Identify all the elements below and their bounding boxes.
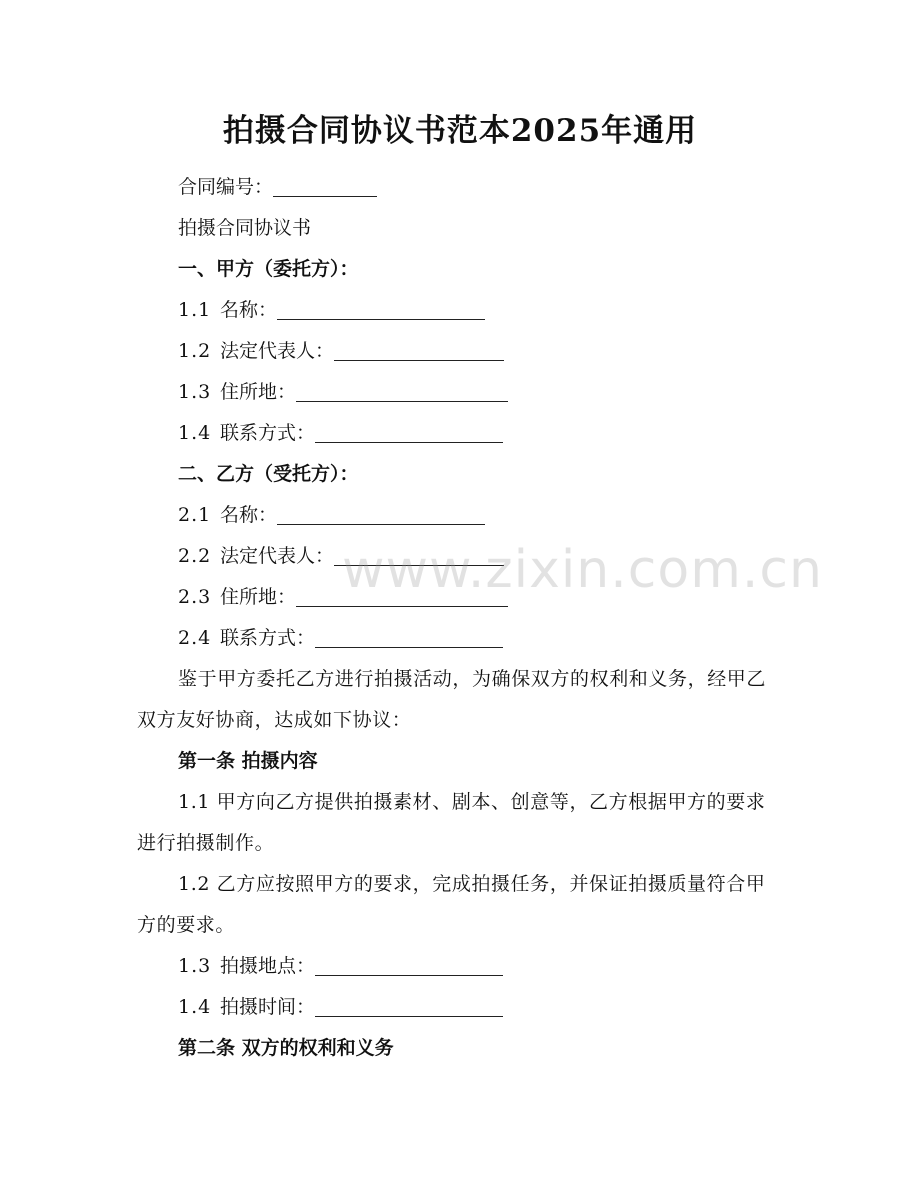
item-number: 2.1 bbox=[178, 504, 212, 526]
party-a-item-contact bbox=[178, 418, 503, 448]
contract-number-label: 合同编号： bbox=[178, 176, 274, 198]
watermark: www.zixin.com.cn bbox=[342, 540, 823, 600]
party-a-item-address bbox=[178, 377, 508, 407]
fill-in-blank bbox=[277, 504, 485, 525]
item-number: 1.3 bbox=[178, 381, 212, 403]
fill-in-blank bbox=[315, 955, 503, 976]
party-a-item-name bbox=[178, 295, 485, 325]
party-b-item-name bbox=[178, 500, 485, 530]
fill-in-blank bbox=[315, 422, 503, 443]
contract-number-blank bbox=[273, 176, 377, 197]
item-label: 法定代表人： bbox=[220, 340, 335, 362]
item-number: 1.2 bbox=[178, 340, 212, 362]
fill-in-blank bbox=[334, 340, 504, 361]
article-1-clause-1-2: 1.2 乙方应按照甲方的要求，完成拍摄任务，并保证拍摄质量符合甲方的要求。 bbox=[137, 873, 766, 936]
article-1-clause-1-1: 1.1 甲方向乙方提供拍摄素材、剧本、创意等，乙方根据甲方的要求进行拍摄制作。 bbox=[137, 791, 766, 854]
item-label: 名称： bbox=[220, 504, 278, 526]
item-label: 联系方式： bbox=[220, 422, 316, 444]
item-number: 2.3 bbox=[178, 586, 212, 608]
item-number: 2.4 bbox=[178, 627, 212, 649]
fill-in-blank bbox=[296, 381, 508, 402]
party-a-item-representative bbox=[178, 336, 504, 366]
preamble-paragraph: 鉴于甲方委托乙方进行拍摄活动，为确保双方的权利和义务，经甲乙双方友好协商，达成如下协议： bbox=[137, 668, 767, 731]
fill-in-blank bbox=[277, 299, 485, 320]
party-b-item-contact bbox=[178, 623, 503, 653]
document-title: 拍摄合同协议书范本2025年通用 bbox=[222, 113, 698, 149]
article-1-heading: 第一条 拍摄内容 bbox=[178, 750, 318, 772]
item-label: 名称： bbox=[220, 299, 278, 321]
item-number: 1.4 bbox=[178, 996, 212, 1018]
party-b-heading: 二、乙方（受托方）： bbox=[178, 463, 359, 485]
item-label: 联系方式： bbox=[220, 627, 316, 649]
fill-in-blank bbox=[315, 627, 503, 648]
contract-number-line bbox=[178, 172, 377, 202]
item-number: 1.1 bbox=[178, 299, 212, 321]
article-1-item-location bbox=[178, 951, 503, 981]
article-1-item-time bbox=[178, 992, 503, 1022]
item-number: 1.3 bbox=[178, 955, 212, 977]
document-subtitle: 拍摄合同协议书 bbox=[178, 217, 312, 239]
item-label: 住所地： bbox=[220, 381, 297, 403]
item-label: 法定代表人： bbox=[220, 545, 335, 567]
item-number: 2.2 bbox=[178, 545, 212, 567]
item-label: 拍摄地点： bbox=[220, 955, 316, 977]
item-number: 1.4 bbox=[178, 422, 212, 444]
party-a-heading: 一、甲方（委托方）： bbox=[178, 258, 359, 280]
item-label: 住所地： bbox=[220, 586, 297, 608]
article-2-heading: 第二条 双方的权利和义务 bbox=[178, 1037, 394, 1059]
item-label: 拍摄时间： bbox=[220, 996, 316, 1018]
fill-in-blank bbox=[315, 996, 503, 1017]
